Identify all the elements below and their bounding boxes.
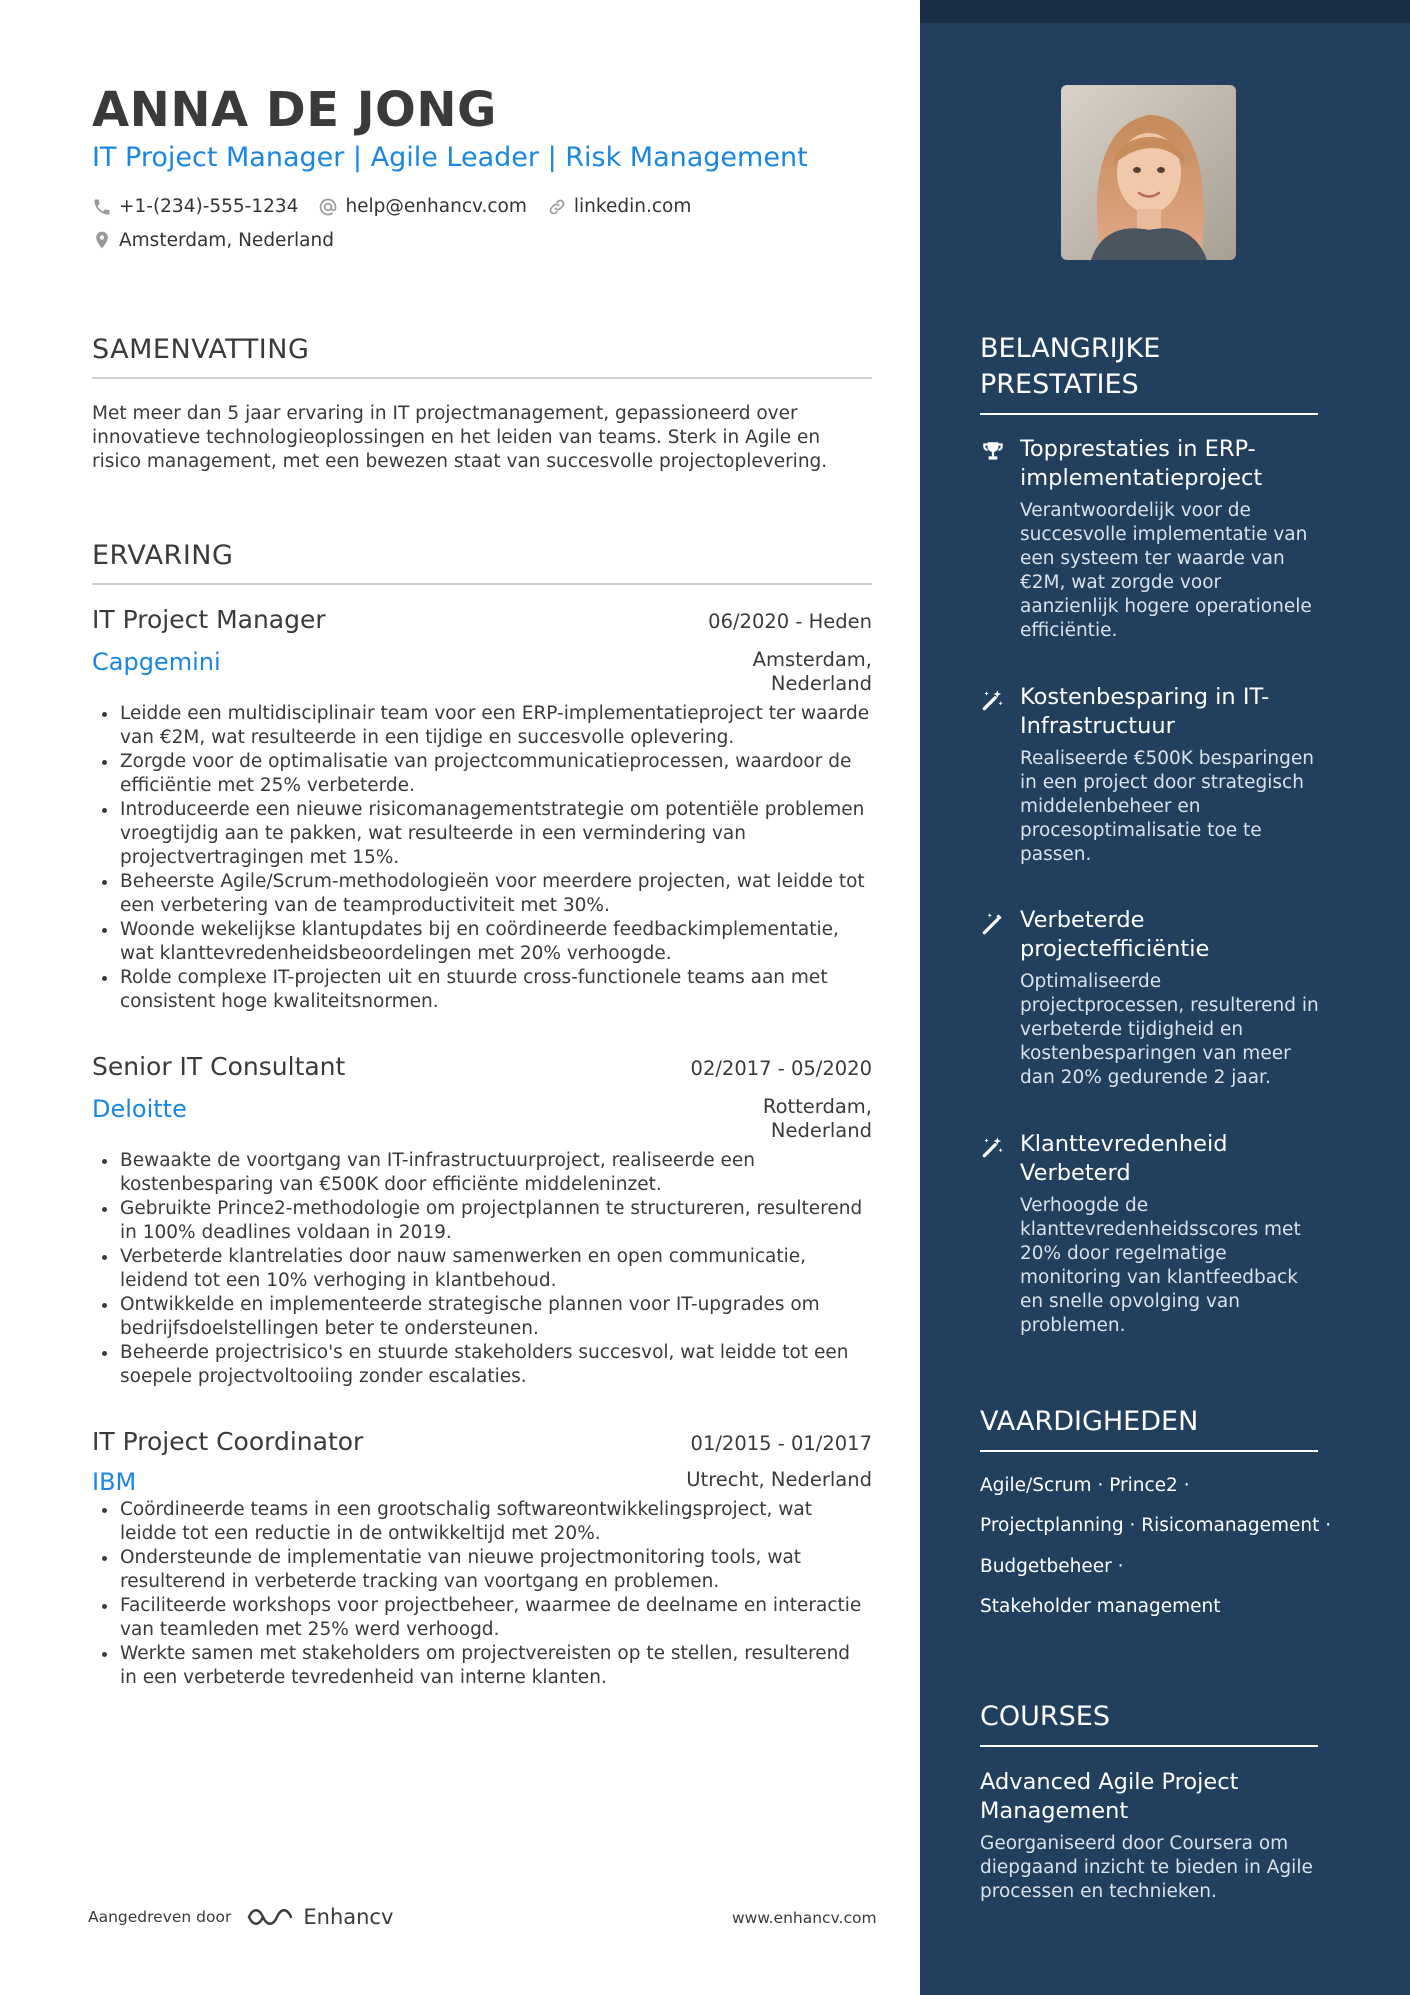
job-bullet: • Beheerde projectrisico's en stuurde stakeholders succesvol, wat leidde tot een soepele projectvoltooiing zonder escalaties. [119, 1341, 872, 1389]
contact-linkedin[interactable] [547, 196, 691, 217]
job-dates: 06/2020 - Heden [708, 610, 872, 633]
enhancv-logo-icon [245, 1904, 295, 1930]
phone-icon [92, 197, 112, 217]
link-icon [547, 197, 567, 217]
job-location: Amsterdam, Nederland [752, 648, 872, 695]
footer-website[interactable]: www.enhancv.com [732, 1909, 877, 1927]
job-role: Senior IT Consultant [92, 1052, 346, 1081]
achievement-desc: Verantwoordelijk voor de succesvolle implementatie van een systeem ter waarde van €2M, wat zorgde voor aanzienlijk hogere operationele efficiëntie. [1020, 500, 1312, 641]
job-bullets [92, 702, 872, 1014]
footer-branding [88, 1904, 393, 1930]
contact-row-location [92, 229, 354, 251]
job-bullet: • Ondersteunde de implementatie van nieuwe projectmonitoring tools, wat resulterend in verbeterde tracking van voortgang en problemen. [119, 1546, 872, 1594]
job-bullet: • Rolde complexe IT-projecten uit en stuurde cross-functionele teams aan met consistent hoge kwaliteitsnormen. [119, 966, 872, 1014]
candidate-title: IT Project Manager | Agile Leader | Risk Management [92, 142, 808, 173]
job-entry [92, 1052, 872, 1389]
skill-line: Budgetbeheer · [980, 1556, 1124, 1577]
job-role: IT Project Coordinator [92, 1427, 364, 1456]
job-bullet: • Gebruikte Prince2-methodologie om projectplannen te structureren, resulterend in 100% deadlines voldaan in 2019. [119, 1197, 872, 1245]
job-location: Utrecht, Nederland [686, 1468, 872, 1491]
job-entry [92, 605, 872, 1014]
job-bullet: • Introduceerde een nieuwe risicomanagementstrategie om potentiële problemen vroegtijdig aan te pakken, wat resulteerde in een vermindering van projectvertragingen met 15%. [119, 798, 872, 870]
job-bullet: • Ontwikkelde en implementeerde strategische plannen voor IT-upgrades om bedrijfsdoelstellingen beter te ondersteunen. [119, 1293, 872, 1341]
job-bullets [92, 1498, 872, 1690]
location-text: Amsterdam, Nederland [119, 229, 334, 251]
achievement-desc: Optimaliseerde projectprocessen, resulterend in verbeterde tijdigheid en kostenbesparingen van meer dan 20% gedurende 2 jaar. [1020, 971, 1319, 1088]
trophy-icon [980, 439, 1006, 465]
courses-heading: COURSES [980, 1699, 1318, 1747]
contact-email[interactable] [318, 196, 526, 217]
at-icon [318, 197, 338, 217]
achievement-title: Klanttevredenheid Verbeterd [1020, 1131, 1228, 1186]
sidebar-top-bar [920, 0, 1410, 23]
linkedin-text[interactable]: linkedin.com [573, 196, 692, 217]
achievement-title: Verbeterde projectefficiëntie [1020, 907, 1210, 962]
job-bullets [92, 1149, 872, 1389]
profile-photo [1061, 85, 1236, 260]
job-company: Capgemini [92, 648, 221, 676]
job-bullet: • Beheerste Agile/Scrum-methodologieën voor meerdere projecten, wat leidde tot een verbetering van de teamproductiviteit met 30%. [119, 870, 872, 918]
job-bullet: • Zorgde voor de optimalisatie van projectcommunicatieprocessen, waardoor de efficiëntie met 25% verbeterde. [119, 750, 872, 798]
email-text[interactable]: help@enhancv.com [345, 196, 527, 217]
job-company: Deloitte [92, 1095, 187, 1123]
contact-phone [92, 196, 298, 217]
job-bullet: • Bewaakte de voortgang van IT-infrastructuurproject, realiseerde een kostenbesparing van €500K door efficiënte middeleninzet. [119, 1149, 872, 1197]
candidate-name: ANNA DE JONG [92, 82, 497, 138]
magic-wand-icon [980, 687, 1006, 713]
achievement-item [980, 1130, 1325, 1338]
sidebar [920, 0, 1410, 1995]
location-pin-icon [92, 229, 112, 251]
job-bullet: • Coördineerde teams in een grootschalig softwareontwikkelingsproject, wat leidde tot een reductie in de ontwikkeltijd met 20%. [119, 1498, 872, 1546]
experience-heading: ERVARING [92, 540, 872, 585]
course-title: Advanced Agile Project Management [980, 1769, 1239, 1824]
skill-line: Agile/Scrum · Prince2 · [980, 1475, 1190, 1496]
summary-heading: SAMENVATTING [92, 334, 872, 379]
achievement-desc: Verhoogde de klanttevredenheidsscores met 20% door regelmatige monitoring van klantfeedback en snelle opvolging van problemen. [1020, 1195, 1301, 1336]
summary-text: Met meer dan 5 jaar ervaring in IT projectmanagement, gepassioneerd over innovatieve technologieoplossingen en het leiden van teams. Sterk in Agile en risico management, met een bewezen staat van succesvolle projectoplevering. [92, 403, 828, 472]
job-company: IBM [92, 1468, 137, 1496]
skill-line: Stakeholder management [980, 1596, 1221, 1617]
achievement-desc: Realiseerde €500K besparingen in een project door strategisch middelenbeheer en procesoptimalisatie toe te passen. [1020, 748, 1314, 865]
job-bullet: • Leidde een multidisciplinair team voor een ERP-implementatieproject ter waarde van €2M, wat resulteerde in een tijdige en succesvolle oplevering. [119, 702, 872, 750]
achievement-item [980, 435, 1325, 643]
enhancv-brand-text: Enhancv [303, 1905, 394, 1929]
job-entry [92, 1427, 872, 1690]
achievement-title: Kostenbesparing in IT-Infrastructuur [1020, 684, 1270, 739]
achievements-heading: BELANGRIJKE PRESTATIES [980, 331, 1318, 415]
job-bullet: • Woonde wekelijkse klantupdates bij en coördineerde feedbackimplementatie, wat klanttevredenheidsbeoordelingen met 20% verhoogde. [119, 918, 872, 966]
contact-row [92, 196, 711, 217]
job-location: Rotterdam, Nederland [762, 1095, 872, 1142]
job-role: IT Project Manager [92, 605, 326, 634]
wand-icon [980, 910, 1006, 936]
profile-photo-image [1061, 85, 1236, 260]
achievement-item [980, 906, 1325, 1090]
job-bullet: • Werkte samen met stakeholders om projectvereisten op te stellen, resulterend in een verbeterde tevredenheid van interne klanten. [119, 1642, 872, 1690]
phone-text: +1-(234)-555-1234 [119, 196, 299, 217]
contact-location [92, 229, 334, 251]
job-bullet: • Faciliteerde workshops voor projectbeheer, waarmee de deelname en interactie van teamleden met 25% werd verhoogd. [119, 1594, 872, 1642]
job-dates: 01/2015 - 01/2017 [690, 1432, 872, 1455]
magic-wand-icon [980, 1134, 1006, 1160]
course-desc: Georganiseerd door Coursera om diepgaand inzicht te bieden in Agile processen en technieken. [980, 1833, 1313, 1902]
job-bullet: • Verbeterde klantrelaties door nauw samenwerken en open communicatie, leidend tot een 10% verhoging in klantbehoud. [119, 1245, 872, 1293]
job-dates: 02/2017 - 05/2020 [690, 1057, 872, 1080]
skill-line: Projectplanning · Risicomanagement · [980, 1515, 1332, 1536]
achievement-title: Topprestaties in ERP-implementatieproject [1020, 436, 1263, 491]
achievement-item [980, 683, 1325, 867]
powered-by-text: Aangedreven door [88, 1908, 232, 1926]
skills-heading: VAARDIGHEDEN [980, 1404, 1318, 1452]
